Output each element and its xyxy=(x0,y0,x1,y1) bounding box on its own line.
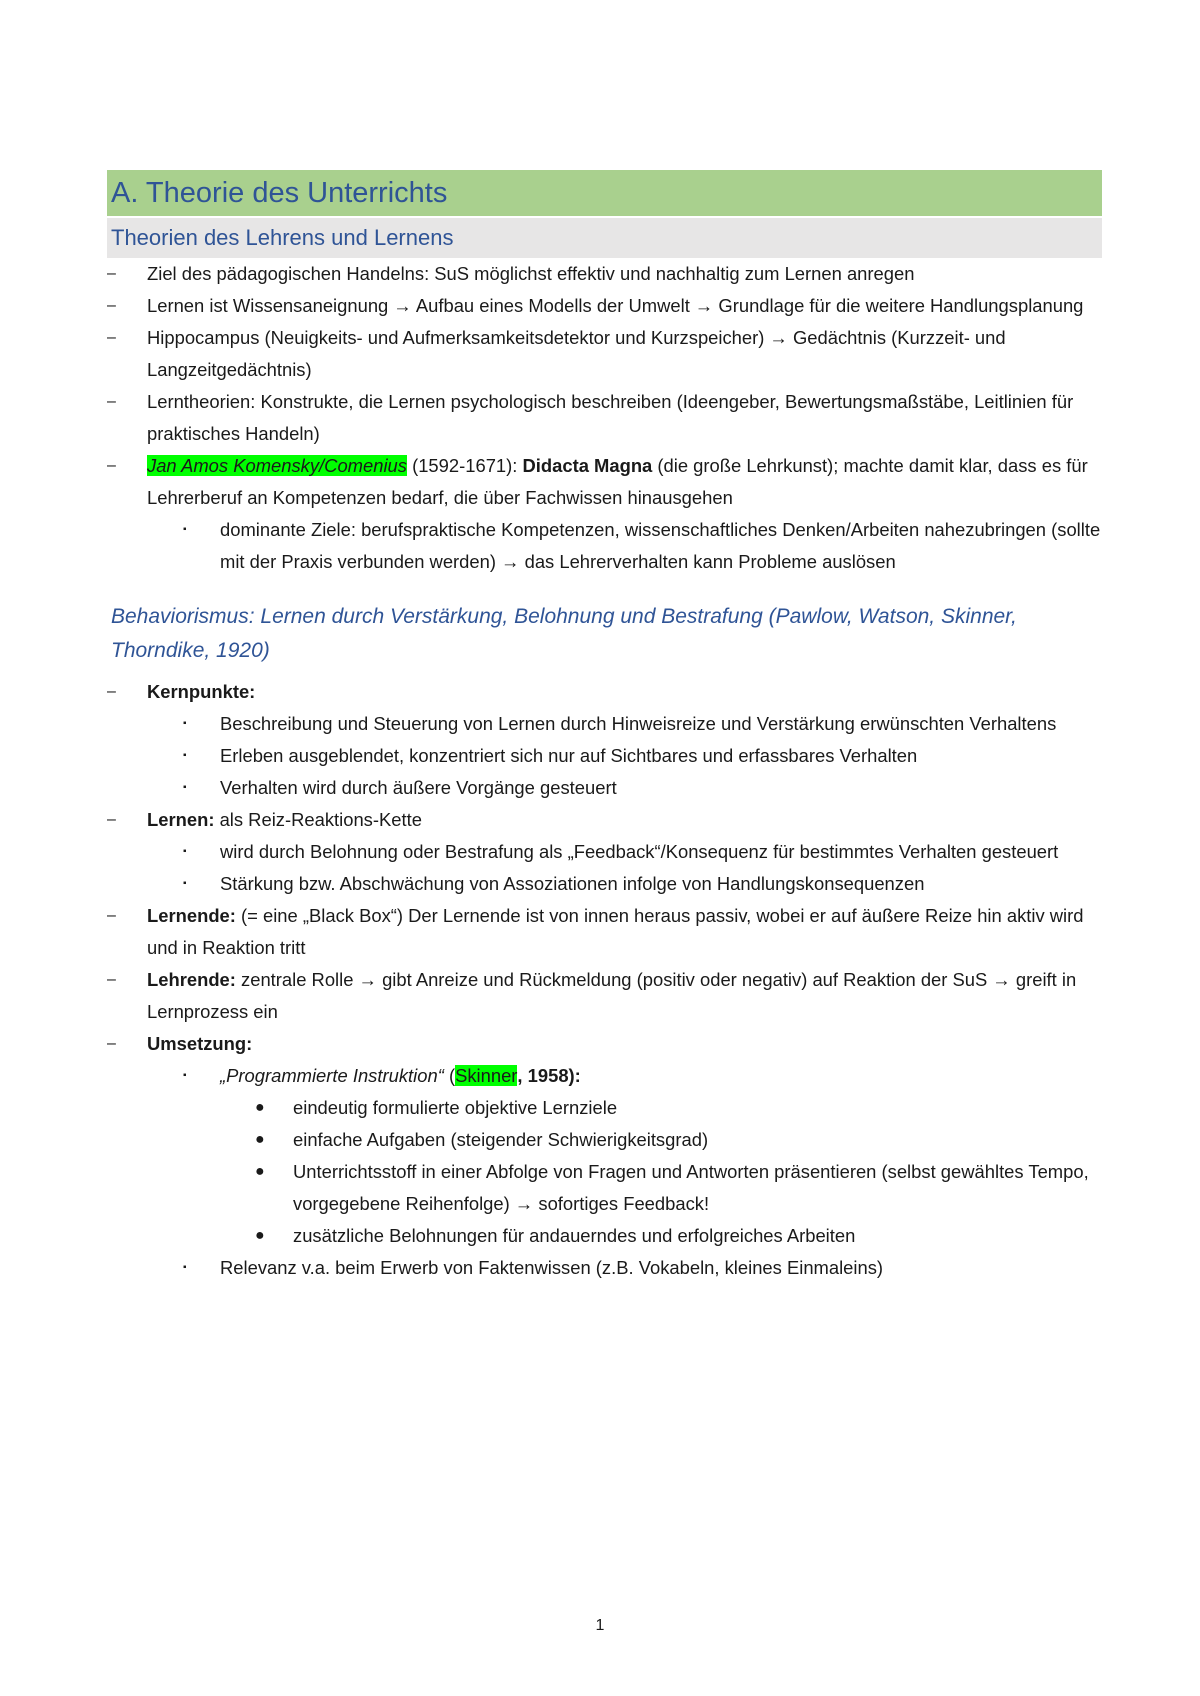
square-marker: ▪ xyxy=(183,1262,187,1273)
document-body xyxy=(107,258,1102,1284)
heading-2: Theorien des Lehrens und Lernens xyxy=(107,218,1102,258)
sub-list-item: ▪ „Programmierte Instruktion“ (Skinner, 1958): xyxy=(107,1060,1102,1092)
square-marker: ▪ xyxy=(183,750,187,761)
sub-list-item: ▪ Beschreibung und Steuerung von Lernen durch Hinweisreize und Verstärkung erwünschten Verhaltens xyxy=(107,708,1102,740)
list-item: – Lernende: (= eine „Black Box“) Der Lernende ist von innen heraus passiv, wobei er auf äußere Reize hin aktiv wird und in Reaktion tritt xyxy=(107,900,1102,964)
list-item: – Hippocampus (Neuigkeits- und Aufmerksamkeitsdetektor und Kurzspeicher) → Gedächtnis (Kurzzeit- und Langzeitgedächtnis) xyxy=(107,322,1102,386)
dash-marker: – xyxy=(107,683,116,700)
page-number: 1 xyxy=(595,1617,605,1634)
dash-marker: – xyxy=(107,971,116,988)
dash-marker: – xyxy=(107,329,116,346)
list-item: – Lerntheorien: Konstrukte, die Lernen psychologisch beschreiben (Ideengeber, Bewertungsmaßstäbe, Leitlinien für praktisches Handeln) xyxy=(107,386,1102,450)
heading-1: A. Theorie des Unterrichts xyxy=(107,170,1102,216)
highlighted-name: Jan Amos Komensky/Comenius xyxy=(147,455,407,476)
square-marker: ▪ xyxy=(183,782,187,793)
dash-marker: – xyxy=(107,907,116,924)
list-item: – Kernpunkte: xyxy=(107,676,1102,708)
sub-list-item: ▪ Stärkung bzw. Abschwächung von Assoziationen infolge von Handlungskonsequenzen xyxy=(107,868,1102,900)
dash-marker: – xyxy=(107,265,116,282)
square-marker: ▪ xyxy=(183,846,187,857)
sub-list-item: ▪ Verhalten wird durch äußere Vorgänge gesteuert xyxy=(107,772,1102,804)
list-item-comenius: – Jan Amos Komensky/Comenius (1592-1671): Didacta Magna (die große Lehrkunst); machte damit klar, dass es für Lehrerberuf an Kompetenzen bedarf, die über Fachwissen hinausgehen xyxy=(107,450,1102,514)
dash-marker: – xyxy=(107,393,116,410)
dot-marker: ● xyxy=(255,1163,265,1180)
sub-sub-list-item: ● einfache Aufgaben (steigender Schwierigkeitsgrad) xyxy=(107,1124,1102,1156)
heading-3: Behaviorismus: Lernen durch Verstärkung, Belohnung und Bestrafung (Pawlow, Watson, Skinner, Thorndike, 1920) xyxy=(111,605,1017,662)
dash-marker: – xyxy=(107,1035,116,1052)
dot-marker: ● xyxy=(255,1131,265,1148)
sub-sub-list-item: ● eindeutig formulierte objektive Lernziele xyxy=(107,1092,1102,1124)
dash-marker: – xyxy=(107,297,116,314)
dot-marker: ● xyxy=(255,1227,265,1244)
list-item: – Lernen ist Wissensaneignung → Aufbau eines Modells der Umwelt → Grundlage für die weitere Handlungsplanung xyxy=(107,290,1102,322)
sub-sub-list-item: ● zusätzliche Belohnungen für andauerndes und erfolgreiches Arbeiten xyxy=(107,1220,1102,1252)
square-marker: ▪ xyxy=(183,524,187,535)
list-item: – Lehrende: zentrale Rolle → gibt Anreize und Rückmeldung (positiv oder negativ) auf Reaktion der SuS → greift in Lernprozess ein xyxy=(107,964,1102,1028)
sub-list-item: ▪ Relevanz v.a. beim Erwerb von Faktenwissen (z.B. Vokabeln, kleines Einmaleins) xyxy=(107,1252,1102,1284)
list-item: – Ziel des pädagogischen Handelns: SuS möglichst effektiv und nachhaltig zum Lernen anregen xyxy=(107,258,1102,290)
sub-sub-list-item: ● Unterrichtsstoff in einer Abfolge von Fragen und Antworten präsentieren (selbst gewähltes Tempo, vorgegebene Reihenfolge) → sofortiges Feedback! xyxy=(107,1156,1102,1220)
sub-list-item: ▪ wird durch Belohnung oder Bestrafung als „Feedback“/Konsequenz für bestimmtes Verhalten gesteuert xyxy=(107,836,1102,868)
dash-marker: – xyxy=(107,811,116,828)
list-item: – Umsetzung: xyxy=(107,1028,1102,1060)
sub-list-item: ▪ dominante Ziele: berufspraktische Kompetenzen, wissenschaftliches Denken/Arbeiten nahezubringen (sollte mit der Praxis verbunden werden) → das Lehrerverhalten kann Probleme auslösen xyxy=(107,514,1102,578)
square-marker: ▪ xyxy=(183,878,187,889)
highlighted-name: Skinner xyxy=(455,1065,518,1086)
sub-list-item: ▪ Erleben ausgeblendet, konzentriert sich nur auf Sichtbares und erfassbares Verhalten xyxy=(107,740,1102,772)
dash-marker: – xyxy=(107,457,116,474)
square-marker: ▪ xyxy=(183,718,187,729)
dot-marker: ● xyxy=(255,1099,265,1116)
list-item: – Lernen: als Reiz-Reaktions-Kette xyxy=(107,804,1102,836)
square-marker: ▪ xyxy=(183,1070,187,1081)
